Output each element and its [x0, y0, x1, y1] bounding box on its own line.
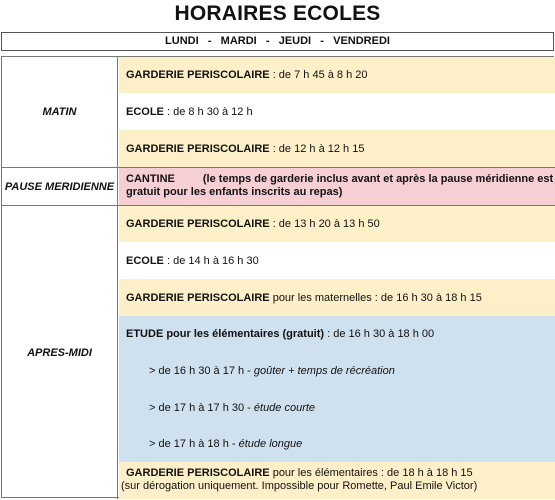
etude-slot-2	[119, 389, 555, 426]
matin-row-3	[119, 130, 555, 167]
slot-time: > de 16 h 30 à 17 h -	[149, 364, 254, 377]
row-time: : de 7 h 45 à 8 h 20	[269, 69, 368, 81]
apres-row-2	[119, 242, 555, 279]
period-label-apres-midi	[2, 206, 118, 499]
period-pause-text: PAUSE MERIDIENNE	[4, 180, 115, 193]
row-heading: GARDERIE PERISCOLAIRE	[126, 69, 270, 81]
row-time: pour les maternelles : de 16 h 30 à 18 h 15	[269, 291, 482, 304]
apres-row-last	[119, 462, 555, 499]
row-heading: GARDERIE PERISCOLAIRE	[126, 291, 270, 304]
period-label-pause	[2, 168, 118, 205]
period-label-matin	[2, 57, 118, 167]
apres-row-1	[119, 206, 555, 242]
row-note: (sur dérogation uniquement. Impossible pour Romette, Paul Emile Victor)	[121, 480, 478, 492]
etude-slot-1	[119, 352, 555, 389]
matin-row-2	[119, 93, 555, 130]
etude-slot-3	[119, 426, 555, 462]
slot-activity: étude courte	[253, 401, 316, 414]
matin-row-1	[119, 57, 555, 93]
period-matin-text: MATIN	[42, 106, 77, 118]
schedule-table	[1, 56, 554, 498]
row-heading: GARDERIE PERISCOLAIRE	[126, 467, 270, 479]
row-time: : de 14 h à 16 h 30	[163, 254, 259, 267]
row-time: pour les élémentaires : de 18 h à 18 h 15	[269, 467, 473, 479]
page-title: HORAIRES ECOLES	[174, 2, 381, 25]
slot-time: > de 17 h à 17 h 30 -	[149, 401, 254, 414]
row-heading: ECOLE	[126, 105, 164, 118]
cantine-heading: CANTINE	[126, 173, 175, 185]
row-heading: GARDERIE PERISCOLAIRE	[126, 142, 270, 155]
row-time: : de 8 h 30 à 12 h	[163, 105, 253, 118]
slot-time: > de 17 h à 18 h -	[149, 438, 239, 450]
period-apres-midi-text: APRES-MIDI	[27, 346, 92, 359]
cantine-note: (le temps de garderie inclus avant et après la pause méridienne est gratuit pour les enfants inscrits au repas)	[126, 173, 554, 198]
row-heading: GARDERIE PERISCOLAIRE	[126, 218, 270, 230]
slot-activity: goûter + temps de récréation	[253, 364, 395, 377]
etude-header	[119, 316, 555, 352]
days-header: LUNDI - MARDI - JEUDI - VENDREDI	[1, 32, 554, 51]
row-time: : de 13 h 20 à 13 h 50	[269, 218, 380, 230]
row-time: : de 12 h à 12 h 15	[269, 142, 365, 155]
etude-heading: ETUDE pour les élémentaires (gratuit)	[126, 328, 325, 340]
etude-block	[119, 316, 555, 462]
etude-time: : de 16 h 30 à 18 h 00	[324, 328, 435, 340]
apres-row-3	[119, 279, 555, 316]
slot-activity: étude longue	[238, 438, 303, 450]
row-heading: ECOLE	[126, 254, 164, 267]
pause-row	[119, 168, 555, 205]
